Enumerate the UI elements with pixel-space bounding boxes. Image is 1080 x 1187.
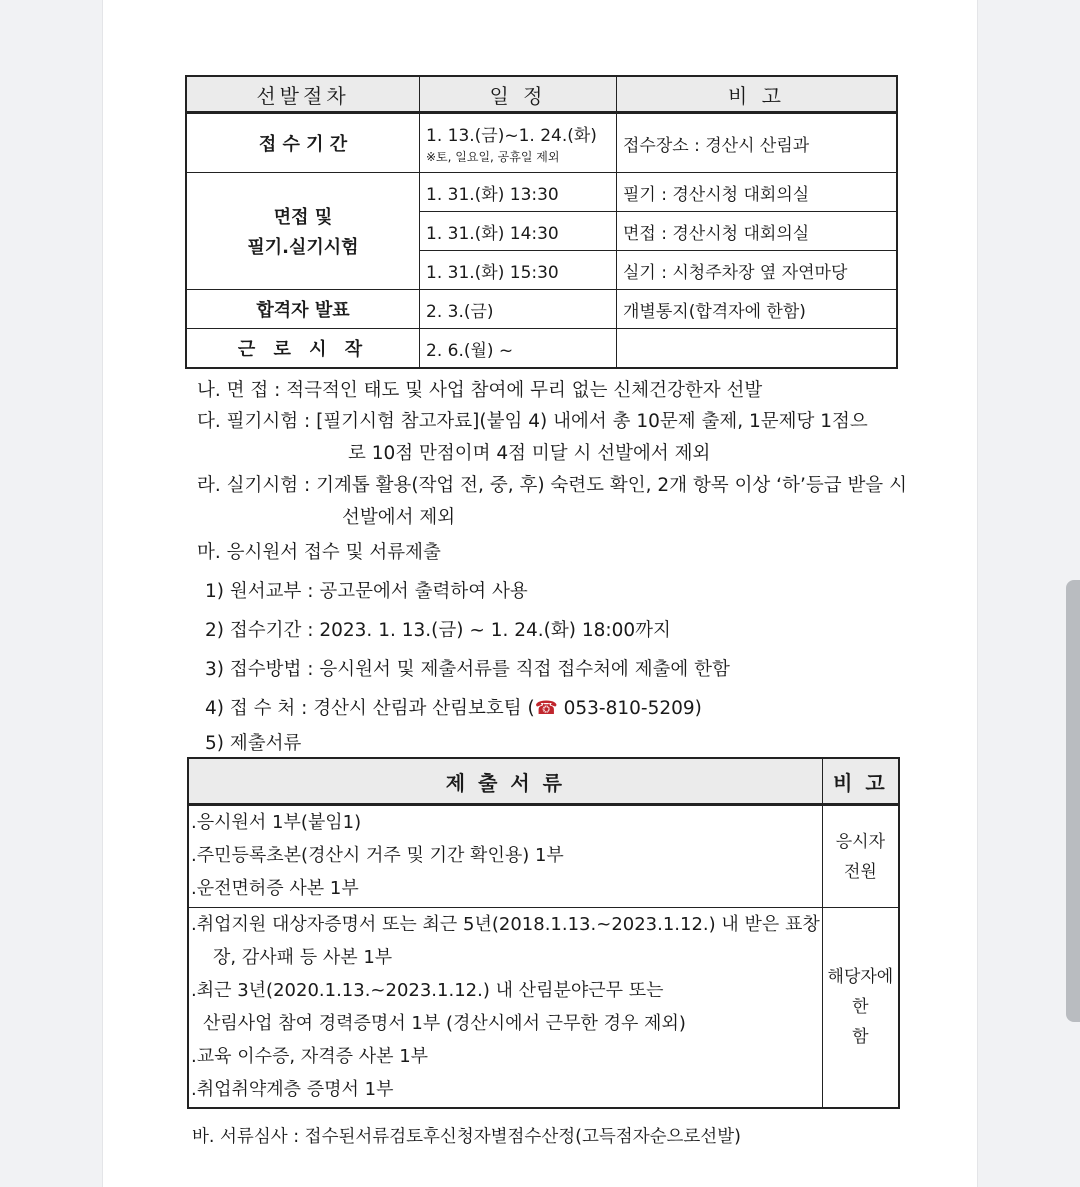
application-heading: 마. 응시원서 접수 및 서류제출	[197, 542, 441, 563]
date-cell	[420, 113, 617, 173]
table-row	[186, 173, 897, 212]
date-note: ※토, 일요일, 공휴일 제외	[426, 150, 560, 164]
document-item: .응시원서 1부(붙임1)	[191, 812, 362, 833]
application-item: 2) 접수기간 : 2023. 1. 13.(금) ~ 1. 24.(화) 18:00까지	[205, 620, 671, 641]
header-schedule: 일 정	[420, 76, 617, 113]
remarks-cell	[822, 908, 899, 1108]
note-cell: 실기 : 시청주차장 옆 자연마당	[617, 251, 898, 290]
note-cell	[617, 329, 898, 369]
document-item-cont: 산림사업 참여 경력증명서 1부 (경산시에서 근무한 경우 제외)	[203, 1013, 686, 1034]
documents-cell	[188, 805, 822, 908]
step-cell: 접 수 기 간	[186, 113, 420, 173]
step-cell: 근 로 시 작	[186, 329, 420, 369]
interview-line: 나. 면 접 : 적극적인 태도 및 사업 참여에 무리 없는 신체건강한자 선발	[197, 380, 763, 401]
written-test-line-cont: 로 10점 만점이며 4점 미달 시 선발에서 제외	[348, 443, 711, 464]
document-item: .취업취약계층 증명서 1부	[191, 1079, 394, 1100]
header-remarks: 비 고	[822, 758, 899, 805]
written-test-line: 다. 필기시험 : [필기시험 참고자료](붙임 4) 내에서 총 10문제 출제, 1문제당 1점으	[197, 411, 868, 432]
contact-prefix: 4) 접 수 처 : 경산시 산림과 산림보호팀 (	[205, 698, 535, 719]
table-row	[186, 290, 897, 329]
date-cell: 1. 31.(화) 13:30	[420, 173, 617, 212]
selection-schedule-table	[185, 75, 898, 369]
document-item: .운전면허증 사본 1부	[191, 878, 359, 899]
date-cell: 2. 3.(금)	[420, 290, 617, 329]
application-item: 3) 접수방법 : 응시원서 및 제출서류를 직접 접수처에 제출에 한함	[205, 659, 730, 680]
practical-test-line: 라. 실기시험 : 기계톱 활용(작업 전, 중, 후) 숙련도 확인, 2개 항목 이상 ‘하’등급 받을 시	[197, 475, 907, 496]
remark-line: 해당자에 한	[827, 967, 894, 1018]
date-cell: 1. 31.(화) 15:30	[420, 251, 617, 290]
required-documents-table	[187, 757, 900, 1109]
practical-test-line-cont: 선발에서 제외	[342, 507, 456, 528]
contact-suffix: 053-810-5209)	[557, 698, 702, 719]
note-cell: 필기 : 경산시청 대회의실	[617, 173, 898, 212]
application-item: 1) 원서교부 : 공고문에서 출력하여 사용	[205, 581, 528, 602]
table-header-row	[186, 76, 897, 113]
document-item-cont: 장, 감사패 등 사본 1부	[213, 947, 393, 968]
remark-line: 함	[852, 1027, 869, 1048]
note-cell: 접수장소 : 경산시 산림과	[617, 113, 898, 173]
header-documents: 제 출 서 류	[188, 758, 822, 805]
document-item: .취업지원 대상자증명서 또는 최근 5년(2018.1.13.~2023.1.12.) 내 받은 표창	[191, 914, 820, 935]
date-cell: 1. 31.(화) 14:30	[420, 212, 617, 251]
header-procedure: 선발절차	[186, 76, 420, 113]
step-line: 필기.실기시험	[247, 237, 359, 258]
remark-line: 전원	[843, 861, 877, 882]
note-cell: 면접 : 경산시청 대회의실	[617, 212, 898, 251]
header-remarks: 비 고	[617, 76, 898, 113]
table-header-row	[188, 758, 899, 805]
scrollbar-thumb[interactable]	[1066, 580, 1080, 1022]
step-cell	[186, 173, 420, 290]
date-cell: 2. 6.(월) ~	[420, 329, 617, 369]
remarks-cell	[822, 805, 899, 908]
table-row	[186, 329, 897, 369]
date-text: 1. 13.(금)~1. 24.(화)	[426, 126, 597, 146]
table-row	[188, 908, 899, 1108]
note-cell: 개별통지(합격자에 한함)	[617, 290, 898, 329]
remark-line: 응시자	[835, 831, 886, 852]
document-item: .최근 3년(2020.1.13.~2023.1.12.) 내 산림분야근무 또는	[191, 980, 664, 1001]
table-row	[186, 113, 897, 173]
step-line: 면접 및	[273, 207, 333, 228]
document-item: .주민등록초본(경산시 거주 및 기간 확인용) 1부	[191, 845, 564, 866]
application-item	[205, 694, 702, 720]
documents-cell	[188, 908, 822, 1108]
phone-icon: ☎	[534, 698, 558, 719]
application-item: 5) 제출서류	[205, 733, 302, 754]
table-row	[188, 805, 899, 908]
step-cell: 합격자 발표	[186, 290, 420, 329]
document-review-line: 바. 서류심사 : 접수된서류검토후신청자별점수산정(고득점자순으로선발)	[192, 1127, 741, 1147]
document-item: .교육 이수증, 자격증 사본 1부	[191, 1046, 429, 1067]
